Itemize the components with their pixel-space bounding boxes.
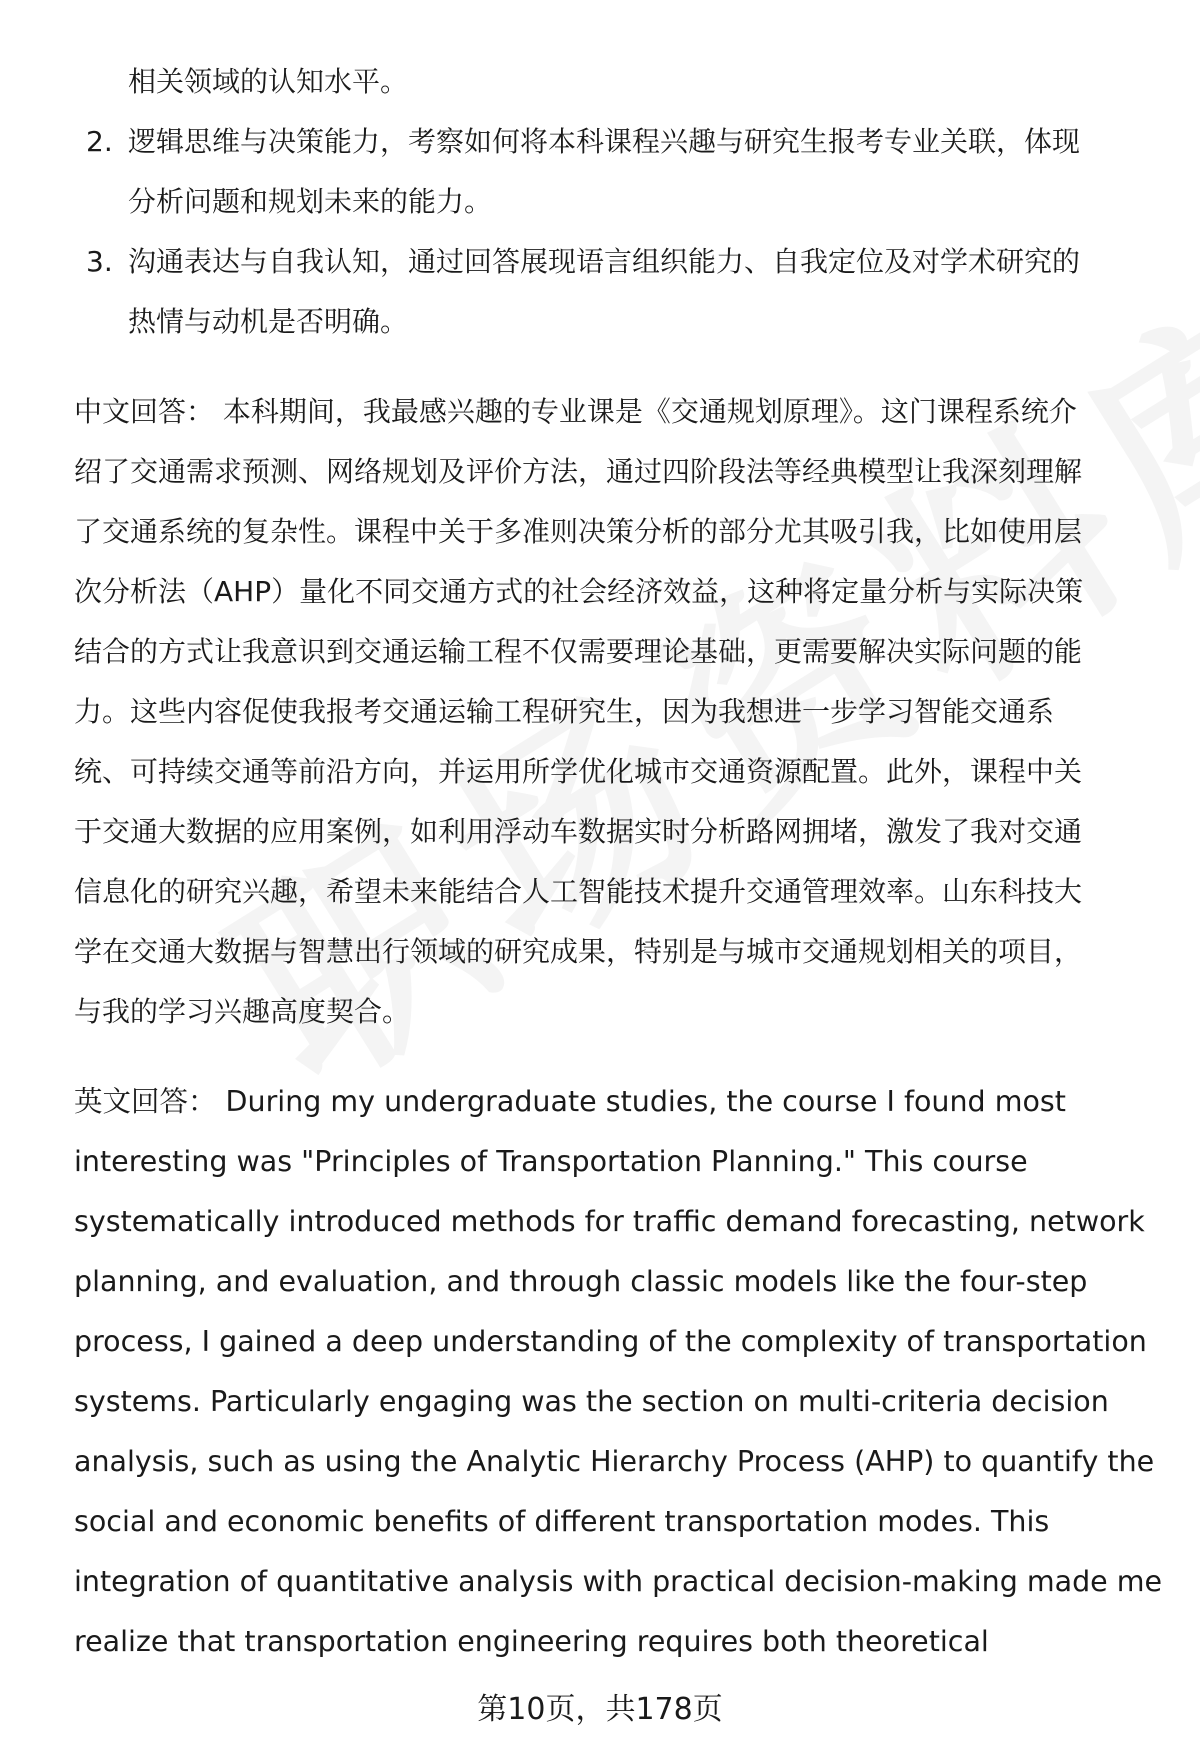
chinese-answer [74, 382, 1154, 1042]
paragraph-line: process, I gained a deep understanding of the complexity of transportation [74, 1325, 1147, 1358]
paragraph-line: 了交通系统的复杂性。课程中关于多准则决策分析的部分尤其吸引我，比如使用层 [74, 515, 1083, 548]
paragraph-line: 统、可持续交通等前沿方向，并运用所学优化城市交通资源配置。此外，课程中关 [74, 755, 1083, 788]
english-answer [74, 1072, 1163, 1672]
document-body [74, 52, 1163, 1672]
paragraph-line: interesting was "Principles of Transportation Planning." This course [74, 1145, 1028, 1178]
paragraph-line: 绍了交通需求预测、网络规划及评价方法，通过四阶段法等经典模型让我深刻理解 [74, 455, 1083, 488]
criteria-list [74, 112, 1154, 352]
list-text: 逻辑思维与决策能力，考察如何将本科课程兴趣与研究生报考专业关联，体现 [128, 125, 1081, 158]
paragraph-line: 与我的学习兴趣高度契合。 [74, 995, 411, 1028]
paragraph-line: integration of quantitative analysis with practical decision-making made me [74, 1565, 1163, 1598]
paragraph-line: analysis, such as using the Analytic Hierarchy Process (AHP) to quantify the [74, 1445, 1155, 1478]
paragraph-line: 信息化的研究兴趣，希望未来能结合人工智能技术提升交通管理效率。山东科技大 [74, 875, 1083, 908]
paragraph-line: realize that transportation engineering requires both theoretical [74, 1625, 989, 1658]
paragraph-line: 英文回答： During my undergraduate studies, the course I found most [74, 1085, 1066, 1118]
paragraph-line: 结合的方式让我意识到交通运输工程不仅需要理论基础，更需要解决实际问题的能 [74, 635, 1083, 668]
paragraph-line: systems. Particularly engaging was the section on multi-criteria decision [74, 1385, 1109, 1418]
paragraph-line: 学在交通大数据与智慧出行领域的研究成果，特别是与城市交通规划相关的项目， [74, 935, 1083, 968]
list-text-continued: 热情与动机是否明确。 [128, 305, 409, 338]
paragraph-line: 力。这些内容促使我报考交通运输工程研究生，因为我想进一步学习智能交通系 [74, 695, 1055, 728]
paragraph-line: 中文回答： 本科期间，我最感兴趣的专业课是《交通规划原理》。这门课程系统介 [74, 395, 1077, 428]
paragraph-line: systematically introduced methods for traffic demand forecasting, network [74, 1205, 1145, 1238]
list-text-continued: 分析问题和规划未来的能力。 [128, 185, 493, 218]
paragraph-line: 次分析法（AHP）量化不同交通方式的社会经济效益，这种将定量分析与实际决策 [74, 575, 1084, 608]
list-number: 2. [86, 125, 113, 158]
paragraph-line: 于交通大数据的应用案例，如利用浮动车数据实时分析路网拥堵，激发了我对交通 [74, 815, 1083, 848]
page-number: 第10页，共178页 [477, 1692, 723, 1727]
paragraph-line: planning, and evaluation, and through classic models like the four-step [74, 1265, 1088, 1298]
list-continuation: 相关领域的认知水平。 [128, 65, 409, 98]
list-text: 沟通表达与自我认知，通过回答展现语言组织能力、自我定位及对学术研究的 [128, 245, 1081, 278]
list-number: 3. [86, 245, 113, 278]
list-item [74, 232, 1154, 352]
paragraph-line: social and economic benefits of different transportation modes. This [74, 1505, 1050, 1538]
list-item [74, 112, 1154, 232]
